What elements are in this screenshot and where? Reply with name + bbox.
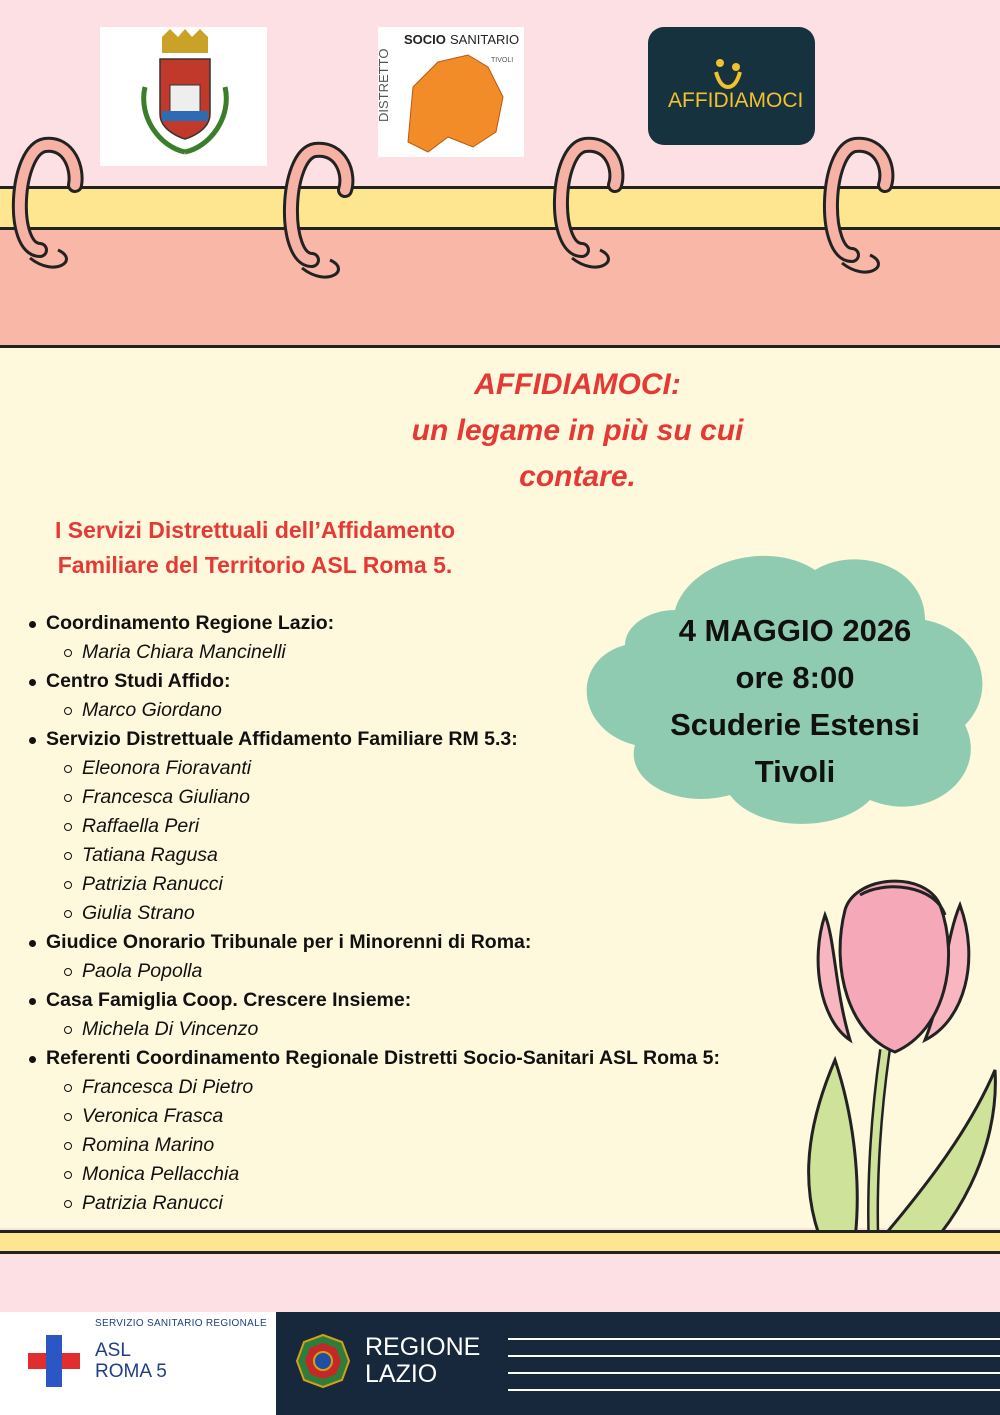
headline bbox=[350, 362, 805, 500]
intro-text bbox=[20, 513, 490, 583]
group-title: Casa Famiglia Coop. Crescere Insieme: bbox=[22, 986, 802, 1015]
person-name: Tatiana Ragusa bbox=[22, 841, 802, 870]
group-title: Centro Studi Affido: bbox=[22, 667, 802, 696]
group-title: Servizio Distrettuale Affidamento Familiare RM 5.3: bbox=[22, 725, 802, 754]
footer-rule bbox=[508, 1372, 1000, 1374]
regione-line-2: LAZIO bbox=[365, 1360, 438, 1388]
person-name: Romina Marino bbox=[22, 1131, 802, 1160]
event-time: ore 8:00 bbox=[735, 660, 855, 695]
event-city: Tivoli bbox=[754, 754, 836, 789]
person-name: Monica Pellacchia bbox=[22, 1160, 802, 1189]
footer-pink-band bbox=[0, 1254, 1000, 1312]
asl-line-1: ASL bbox=[95, 1340, 131, 1361]
affidiamoci-logo bbox=[648, 27, 815, 145]
group-title: Referenti Coordinamento Regionale Distretti Socio-Sanitari ASL Roma 5: bbox=[22, 1044, 802, 1073]
regione-line-1: REGIONE bbox=[365, 1333, 481, 1361]
coat-of-arms-icon bbox=[100, 27, 267, 166]
footer-rule bbox=[508, 1338, 1000, 1340]
event-info bbox=[600, 607, 990, 795]
event-date: 4 MAGGIO 2026 bbox=[678, 613, 912, 648]
regione-lazio-emblem-icon bbox=[296, 1334, 350, 1388]
district-map-icon bbox=[378, 27, 524, 157]
ssr-label: SERVIZIO SANITARIO REGIONALE bbox=[95, 1318, 267, 1329]
asl-line-2: ROMA 5 bbox=[95, 1361, 167, 1382]
group-title: Giudice Onorario Tribunale per i Minorenni di Roma: bbox=[22, 928, 802, 957]
person-name: Marco Giordano bbox=[22, 696, 802, 725]
person-name: Patrizia Ranucci bbox=[22, 870, 802, 899]
group-title: Coordinamento Regione Lazio: bbox=[22, 609, 802, 638]
tulip-illustration bbox=[795, 870, 1000, 1275]
person-name: Giulia Strano bbox=[22, 899, 802, 928]
family-figures-icon bbox=[648, 27, 815, 145]
footer-rule bbox=[508, 1389, 1000, 1391]
logo-distretto-text: DISTRETTO bbox=[376, 48, 391, 122]
logo-socio-text: SOCIO bbox=[404, 32, 446, 47]
event-venue: Scuderie Estensi bbox=[670, 707, 920, 742]
person-name: Maria Chiara Mancinelli bbox=[22, 638, 802, 667]
person-name: Francesca Di Pietro bbox=[22, 1073, 802, 1102]
intro-line-2: Familiare del Territorio ASL Roma 5. bbox=[57, 552, 453, 578]
headline-line-2: un legame in più su cui bbox=[411, 414, 744, 447]
tivoli-coat-of-arms-logo bbox=[100, 27, 267, 166]
asl-name bbox=[95, 1340, 167, 1382]
person-name: Francesca Giuliano bbox=[22, 783, 802, 812]
footer-rule bbox=[508, 1355, 1000, 1357]
regione-lazio-name bbox=[365, 1334, 480, 1388]
intro-line-1: I Servizi Distrettuali dell’Affidamento bbox=[54, 517, 456, 543]
footer-yellow-band bbox=[0, 1230, 1000, 1254]
distretto-sociosanitario-logo bbox=[378, 27, 524, 157]
person-name: Paola Popolla bbox=[22, 957, 802, 986]
headline-line-1: AFFIDIAMOCI: bbox=[474, 368, 681, 401]
person-name: Eleonora Fioravanti bbox=[22, 754, 802, 783]
person-name: Veronica Frasca bbox=[22, 1102, 802, 1131]
health-cross-icon bbox=[28, 1335, 80, 1387]
headline-line-3: contare. bbox=[519, 460, 636, 493]
person-name: Patrizia Ranucci bbox=[22, 1189, 802, 1218]
person-name: Raffaella Peri bbox=[22, 812, 802, 841]
logo-sanitario-text: SANITARIO bbox=[450, 32, 520, 47]
person-name: Michela Di Vincenzo bbox=[22, 1015, 802, 1044]
logo-tivoli-text: TIVOLI bbox=[491, 57, 514, 64]
affidiamoci-logo-text: AFFIDIAMOCI bbox=[668, 89, 804, 112]
